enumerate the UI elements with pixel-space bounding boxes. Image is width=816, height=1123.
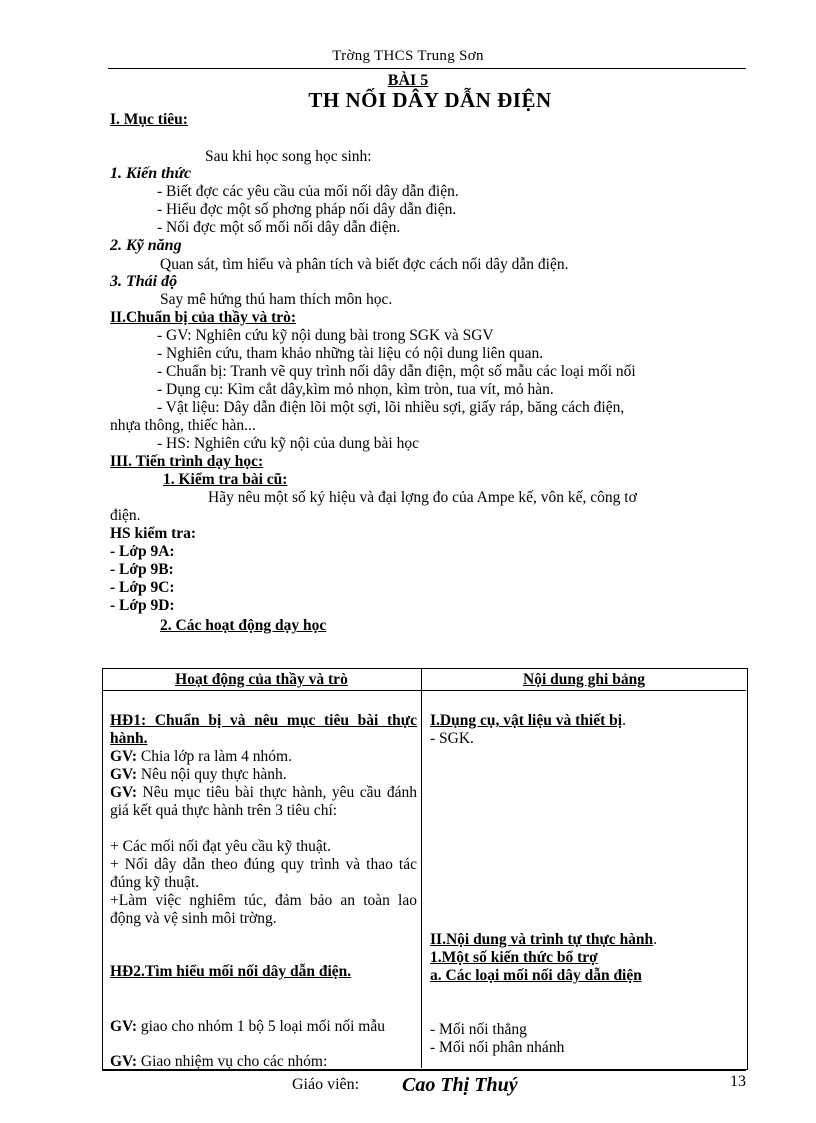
gv-line [110,748,417,766]
lesson-title: TH NỐI DÂY DẪN ĐIỆN [308,88,552,112]
gv-line [110,766,417,784]
knowledge-item: - Nối đợc một số mối nối dây dẫn điện. [157,219,401,236]
lesson-number: BÀI 5 [387,72,429,89]
sgk-item: - SGK. [430,730,474,747]
knowledge-heading: 1. Kiến thức [110,165,192,182]
section-title: II.Nội dung và trình tự thực hành [430,931,654,948]
gv-label: GV: [110,1018,137,1035]
hd2-title: HĐ2.Tìm hiểu mối nối dây dẫn điện. [110,963,352,980]
gv-label: GV: [110,766,137,783]
class-line: - Lớp 9A: [110,543,175,560]
teacher-label: Giáo viên: [292,1076,360,1093]
activities-heading: 2. Các hoạt động dạy học [160,617,327,634]
subsection-title: 1.Một số kiến thức bổ trợ [430,949,598,966]
gv-text: Nêu nội quy thực hành. [137,766,287,783]
school-header: Trờng THCS Trung Sơn [332,48,484,64]
gv-line [110,1018,417,1036]
attitude-text: Say mê hứng thú ham thích môn học. [160,291,393,308]
section-tail: . [653,931,658,948]
right-section-1 [430,712,626,730]
teacher-name: Cao Thị Thuý [402,1074,518,1096]
gv-text: Nêu mục tiêu bài thực hành, yêu cầu đánh giá kết quả thực hành trên 3 tiêu chí: [110,784,417,819]
right-section-2 [430,931,657,949]
header-rule [108,68,746,69]
preparation-item: - Nghiên cứu, tham khảo những tài liệu có nội dung liên quan. [157,345,544,362]
knowledge-item: - Hiểu đợc một số phơng pháp nối dây dẫn điện. [157,201,457,218]
criterion: + Các mối nối đạt yêu cầu kỹ thuật. [110,838,331,855]
gv-label: GV: [110,784,137,801]
preparation-item: - Chuẩn bị: Tranh vẽ quy trình nối dây dẫn điện, một số mẫu các loại mối nối [157,363,636,380]
preparation-item: - HS: Nghiên cứu kỹ nội của dung bài học [157,435,419,452]
criterion: +Làm việc nghiêm túc, đảm bảo an toàn lao động và vệ sinh môi trờng. [110,892,417,927]
table-header-right: Nội dung ghi bảng [523,671,645,688]
gv-label: GV: [110,748,137,765]
class-line: - Lớp 9C: [110,579,175,596]
knowledge-item: - Biết đợc các yêu cầu của mối nối dây dẫn điện. [157,183,459,200]
gv-line [110,784,417,820]
objectives-intro: Sau khi học song học sinh: [205,148,372,165]
preparation-heading: II.Chuẩn bị của thầy và trò: [110,309,297,326]
preparation-item: - Dụng cụ: Kìm cắt dây,kìm mỏ nhọn, kìm tròn, tua vít, mỏ hàn. [157,381,554,398]
check-question: Hãy nêu một số ký hiệu và đại lợng đo của Ampe kế, vôn kế, công tơ [208,489,637,506]
class-line: - Lớp 9B: [110,561,174,578]
joint-type-item: - Mối nối phân nhánh [430,1039,565,1056]
skills-text: Quan sát, tìm hiểu và phân tích và biết đợc cách nối dây dẫn điện. [160,256,569,273]
subsection-title: a. Các loại mối nối dây dẫn điện [430,967,642,984]
hs-check-heading: HS kiểm tra: [110,525,197,542]
gv-text: giao cho nhóm 1 bộ 5 loại mối nối mẫu [137,1018,385,1035]
check-question-cont: điện. [110,507,141,524]
objectives-heading: I. Mục tiêu: [110,111,188,128]
preparation-item: nhựa thông, thiếc hàn... [110,417,256,434]
joint-type-item: - Mối nối thẳng [430,1021,527,1038]
table-header-divider [102,690,746,691]
criterion: + Nối dây dẫn theo đúng quy trình và thao tác đúng kỹ thuật. [110,856,417,891]
preparation-item: - Vật liệu: Dây dẫn điện lõi một sợi, lõi nhiều sợi, giấy ráp, băng cách điện, [157,399,625,416]
preparation-item: - GV: Nghiên cứu kỹ nội dung bài trong SGK và SGV [157,327,494,344]
gv-text: Giao nhiệm vụ cho các nhóm: [137,1053,328,1069]
section-tail: . [622,712,626,729]
gv-text: Chia lớp ra làm 4 nhóm. [137,748,292,765]
section-title: I.Dụng cụ, vật liệu và thiết bị [430,712,623,729]
gv-label: GV: [110,1053,137,1069]
table-bottom-rule [102,1070,746,1071]
process-heading: III. Tiến trình dạy học: [110,453,264,470]
check-heading: 1. Kiểm tra bài cũ: [163,471,288,488]
skills-heading: 2. Kỹ năng [110,237,182,254]
gv-line [110,1053,417,1069]
table-header-left: Hoạt động của thầy và trò [175,671,348,688]
page-number: 13 [730,1073,746,1090]
table-column-divider [421,668,422,1068]
hd1-title: HĐ1: Chuẩn bị và nêu mục tiêu bài thực hành. [110,712,417,747]
class-line: - Lớp 9D: [110,597,175,614]
attitude-heading: 3. Thái độ [110,273,178,290]
